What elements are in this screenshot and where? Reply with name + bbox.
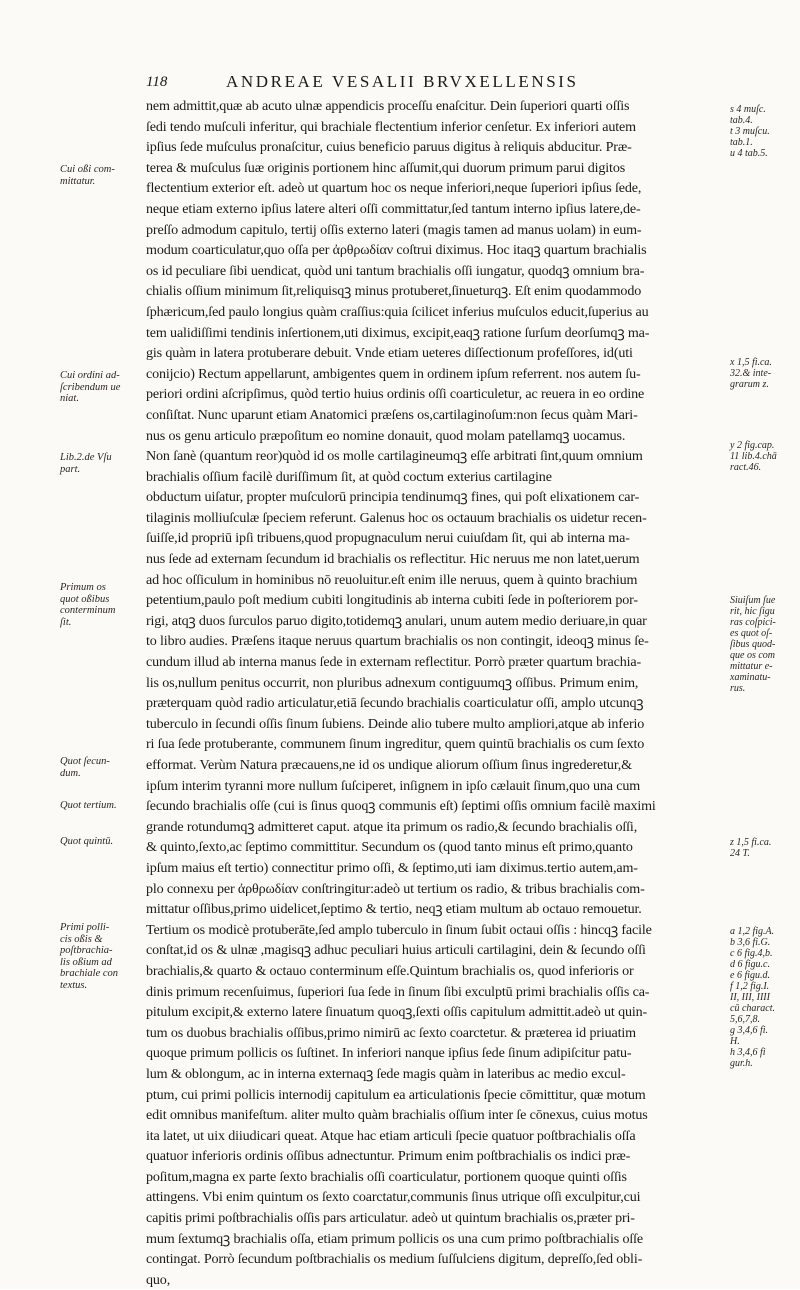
text-line: ſedi tendo muſculi inferitur, qui brachiale flectentium inferior cenſetur. Ex inferiori autem (146, 118, 636, 135)
text-line: nus ſede ad externam ſecundum id brachialis os reflectitur. Hic neruus me non latet,uerum (146, 551, 640, 568)
right-margin-note-line: rus. (730, 683, 746, 694)
right-margin-note-line: ras coſpici- (730, 617, 776, 628)
text-line: tum os duobus brachialis oſſibus,primo nimirū ac ſexto coarctetur. & præterea id priuatim (146, 1024, 636, 1041)
text-line: capitis primi poſtbrachialis oſſis pars articulatur. adeò ut quintum brachialis os,præter pri- (146, 1210, 635, 1227)
text-line: conijcio) Rectum appellarunt, ambigentes quem in ordinem ipſum referrent. nos autem ſu- (146, 365, 641, 382)
text-line: quo, (146, 1271, 171, 1288)
left-margin-note-line: lis oßium ad (60, 956, 112, 968)
text-line: nus os genu articulo præpoſitum eo nomine donauit, quod molam patellamqꝫ uocamus. (146, 427, 626, 444)
left-margin-note-line: niat. (60, 393, 79, 404)
right-margin-note-line: ract.46. (730, 462, 762, 473)
right-margin-note-line: que os com (730, 650, 775, 661)
left-margin-note-line: cis oßis & (60, 933, 103, 945)
text-line: cundum illud ab interna manus ſede in externam reflectitur. Porrò præter quartum brachia- (146, 654, 642, 671)
right-margin-note-line: x 1,5 fi.ca. (730, 357, 772, 368)
right-margin-note-line: rit, hic ſigu (730, 606, 775, 617)
text-line: gis quàm in latera protuberare debuit. Vnde etiam ueteres diſſectionum profeſſores, id(uti (146, 345, 633, 362)
text-line: conſtat,id os & ulnæ ,magisqꝫ adhuc peculiari huius articuli cartilagini, dein & ſecundo oſſi (146, 942, 646, 959)
left-margin-note-line: Cui oßi com- (60, 164, 115, 175)
left-margin-note-line: mittatur. (60, 175, 96, 187)
text-line: periori ordini aſcripſimus, quòd tertio huius ordinis oſſi coarticuletur, ac reuera in eo ordine (146, 386, 645, 403)
right-margin-note-line: a 1,2 fig.A. (730, 926, 775, 937)
right-margin-note-line: 24 T. (730, 848, 750, 859)
text-line: plo connexu per ἀρθρωδίαν conſtringitur:adeò ut tertium os radio, & tribus brachialis com- (146, 880, 645, 897)
left-margin-note-line: textus. (60, 979, 88, 991)
left-margin-note (60, 164, 142, 187)
text-line: edit omnibus manifeſtum. aliter multo quàm brachialis oſſium inter ſe cōnexus, cuius motus (146, 1107, 648, 1124)
text-line: attingens. Vbi enim quintum os ſexto coarctatur,communis ſinus utrique oſſi exculpitur,cui (146, 1189, 641, 1206)
text-line: petentium,paulo poſt medium cubiti longitudinis ab interna cubiti ſede in poſteriorem por- (146, 592, 638, 609)
running-head: ANDREAE VESALII BRVXELLENSIS (226, 72, 579, 91)
text-line: mittatur oſſibus,primo uidelicet,ſeptimo & tertio, neqꝫ etiam multum ab octauo remouetur. (146, 901, 642, 918)
right-margin-note-line: xaminatu- (730, 672, 771, 683)
right-margin-note-line: 5,6,7,8. (730, 1014, 760, 1025)
text-line: efformat. Verùm Natura præcauens,ne id os undique aliorum oſſium ſinus ingrederetur,& (146, 757, 632, 773)
right-margin-note-line: g 3,4,6 fi. (730, 1025, 769, 1036)
right-margin-note-line: h 3,4,6 fi (730, 1047, 766, 1058)
left-margin-note-line: Primi polli- (60, 922, 110, 933)
text-line: chialis oſſium minimum ſit,reliquisqꝫ minus protuberet,ſinueturqꝫ. Eſt enim quodammodo (146, 283, 642, 300)
text-line: brachialis oſſium facilè duriſſimum ſit, at quòd coctum exterius cartilagine (146, 468, 552, 485)
right-margin-note-line: gur.h. (730, 1058, 753, 1069)
right-margin-note-line: Siuiſum ſue (730, 595, 776, 606)
right-margin-note-line: t 3 muſcu. (730, 126, 770, 137)
right-margin-note-line: c 6 fig.4,b. (730, 948, 773, 959)
right-margin-note (730, 104, 796, 159)
right-margin-note-line: b 3,6 fi.G. (730, 937, 771, 948)
right-margin-note-line: 32.& inte- (730, 368, 772, 379)
text-line: ita latet, ut uix diiudicari queat. Atque hac etiam articuli ſpecie quatuor poſtbrachialis oſſa (146, 1127, 636, 1144)
text-line: neque etiam externo ipſius latere alteri oſſi committatur,ſed tantum interno ipſius latere,de- (146, 200, 641, 217)
right-margin-note-line: d 6 figu.c. (730, 959, 770, 970)
left-margin-note (60, 800, 142, 812)
text-line: nem admittit,quæ ab acuto ulnæ appendicis proceſſu enaſcitur. Dein ſuperiori quarti oſſis (146, 98, 630, 114)
text-line: brachialis,& quarto & octauo conterminum eſſe.Quintum brachialis os, quod inferioris or (146, 962, 634, 979)
text-line: ri ſua ſede protuberante, communem ſinum ingreditur, quem quintū brachialis os cum ſexto (146, 736, 645, 753)
left-margin-note-line: dum. (60, 767, 81, 779)
left-margin-note (60, 836, 142, 848)
right-margin-note (730, 926, 796, 1069)
text-line: to libro audies. Præſens itaque neruus quartum brachialis os non contingit, ideoqꝫ minus ſe- (146, 633, 649, 650)
left-margin-note-line: quot oßibus (60, 593, 110, 605)
text-line: quatuor inferioris ordinis oſſibus adnectuntur. Primum enim poſtbrachialis os indici præ- (146, 1148, 631, 1165)
text-line: os id peculiare ſibi uendicat, quòd uni tantum brachialis oſſi iungatur, quodqꝫ omnium bra- (146, 262, 645, 279)
text-line: poſitum,magna ex parte ſexto brachialis oſſi coarticulatur, portionem quoque quinti oſſis (146, 1168, 627, 1185)
text-line: tem ualidiſſimi tendinis inſertionem,uti diximus, excipit,eaqꝫ ratione ſurſum deorſumqꝫ ma- (146, 324, 650, 341)
text-line: ſuiſſe,id propriū ipſi tribuens,quod propugnaculum nerui cuiuſdam ſit, qui ab interna ma- (146, 530, 630, 547)
text-line: Tertium os modicè protuberāte,ſed amplo tuberculo in ſinum ſubit octaui oſſis : hincqꝫ facile (146, 921, 652, 938)
text-line: tuberculo in ſecundi oſſis ſinum ſubiens. Deinde alio tubere multo ampliori,atque ab inferio (146, 715, 645, 732)
right-margin-note-line: tab.1. (730, 137, 753, 148)
right-margin-note-line: es quot oſ- (730, 628, 773, 639)
left-margin-note-line: poſtbrachia- (60, 945, 113, 956)
right-margin-note-line: cū charact. (730, 1003, 775, 1014)
left-margin-note-line: conterminum (60, 605, 116, 616)
left-margin-note-line: Primum os (60, 582, 106, 593)
page-header (146, 72, 666, 96)
folio-number: 118 (146, 74, 168, 90)
right-margin-note-line: ſibus quod- (730, 639, 776, 650)
left-margin-note-line: Cui ordini ad- (60, 370, 120, 381)
text-line: ipſius ſede muſculus pronaſcitur, cuius beneficio paruus digitus à reliquis abducitur. Præ- (146, 139, 632, 156)
left-margin-note (60, 922, 142, 991)
text-line: mum ſextumqꝫ brachialis oſſa, etiam primum pollicis os una cum primo poſtbrachialis oſſe (146, 1230, 643, 1247)
right-margin-note-line: tab.4. (730, 115, 753, 126)
right-margin-note-line: e 6 figu.d. (730, 970, 770, 981)
left-margin-note (60, 756, 142, 779)
left-margin-note-line: brachiale con (60, 968, 119, 979)
right-margin-note-line: s 4 muſc. (730, 104, 766, 115)
right-margin-note-line: 11 lib.4.chā (730, 451, 777, 462)
left-margin-note-line: ſcribendum ue (60, 381, 121, 393)
left-margin-note-line: Quot ſecun- (60, 756, 110, 767)
text-line: lum & oblongum, ac in interna externaqꝫ ſede magis quàm in lateribus ac medio excul- (146, 1065, 626, 1082)
right-margin-note-line: II, III, IIII (730, 992, 770, 1003)
text-line: ipſum interim tyranni more nullum ſuſciperet, inſignem in ipſo cælauit ſinum,quo una cum (146, 777, 641, 794)
text-line: conſiſtat. Nunc uparunt etiam Anatomici præſens os,cartilaginoſum:non ſecus quàm Mari- (146, 406, 638, 423)
left-margin-note-line: Quot quintū. (60, 836, 114, 847)
text-line: tilaginis molliuſculæ ſpeciem referunt. Galenus hoc os octauum brachialis os uidetur recen- (146, 509, 647, 526)
text-line: ad hoc oſſiculum in hominibus nō reuoluitur.eſt enim ille neruus, quem à quinto brachium (146, 571, 638, 588)
text-line: Non ſanè (quantum reor)quòd id os molle cartilagineumqꝫ eſſe arbitrati ſint,quum omnium (146, 448, 643, 465)
text-line: modum coarticulatur,quo oſſa per ἀρθρωδίαν coſtrui diximus. Hoc itaqꝫ quartum brachialis (146, 242, 647, 259)
right-margin-note (730, 595, 796, 694)
left-margin-note (60, 370, 142, 405)
right-margin-note-line: H. (730, 1036, 740, 1047)
left-margin-note-line: part. (60, 463, 81, 475)
right-margin-note-line: u 4 tab.5. (730, 148, 768, 159)
right-margin-note-line: mittatur e- (730, 661, 773, 672)
text-line: preſſo admodum capitulo, tertij oſſis externo lateri (magis tamen ad manus uolam) in eum- (146, 221, 642, 238)
text-line: rigi, atqꝫ duos ſurculos paruo digito,totidemqꝫ anulari, unum autem medio deriuare,in quar (146, 612, 647, 629)
text-line: lis os,nullum penitus occurrit, non pluribus adnexum contiguumqꝫ oſſibus. Primum enim, (146, 674, 639, 691)
text-line: dinis primum recenſuimus, ſuperiori ſua ſede in ſinum ſibi exculptū primi brachialis oſſis ca- (146, 983, 650, 1000)
right-margin-note-line: y 2 fig.cap. (730, 440, 775, 451)
right-margin-note-line: grarum z. (730, 379, 769, 390)
text-line: ſecundo brachialis oſſe (cui is ſinus quoqꝫ communis eſt) ſeptimi oſſis omnium facilè maximi (146, 798, 656, 815)
text-line: ſphæricum,ſed paulo longius quàm craſſius:quia ſcilicet inferius muſculos educit,ſuperius au (146, 303, 649, 320)
text-line: pitulum excipit,& externo latere ſinuatum quoqꝫ,ſexti oſſis capitulum admittit.adeò ut quin- (146, 1004, 648, 1021)
right-margin-note (730, 440, 796, 473)
text-line: præterquam quòd radio articulatur,etiā ſecundo brachialis coarticulatur oſſi, amplo utcunqꝫ (146, 695, 644, 712)
text-line: flectentium exterior eſt. adeò ut quartum hoc os neque inferiori,neque ſuperiori ipſius ſede, (146, 180, 642, 197)
text-line: grande rotundumqꝫ admitteret caput. atque ita primum os radio,& ſecundo brachialis oſſi, (146, 818, 638, 835)
left-margin-note-line: ſit. (60, 616, 72, 628)
text-line: & quinto,ſexto,ac ſeptimo committitur. Secundum os (quod tanto minus eſt primo,quanto (146, 839, 633, 856)
text-line: terea & muſculus ſuæ originis portionem hinc aſſumit,qui duorum primum parui digitos (146, 159, 626, 176)
right-margin-note (730, 357, 796, 390)
right-margin-note (730, 837, 796, 859)
text-line: ptum, cui primi pollicis internodij capitulum ea articulationis ſpecie cōmittitur, quæ motum (146, 1086, 646, 1103)
left-margin-note-line: Lib.2.de Vſu (60, 452, 112, 463)
right-margin-note-line: f 1,2 fig.I. (730, 981, 770, 992)
text-line: obductum uiſatur, propter muſculorū principia tendinumqꝫ fines, qui poſt elixationem car- (146, 489, 640, 506)
text-line: contingat. Porrò ſecundum poſtbrachialis os medium ſuſſulciens digitum, depreſſo,ſed obli- (146, 1251, 643, 1268)
text-line: quoque primum pollicis os ſuſtinet. In inferiori nanque ipſius ſede ſinum adipiſcitur patu- (146, 1045, 632, 1062)
left-margin-note-line: Quot tertium. (60, 800, 117, 811)
left-margin-note (60, 582, 142, 628)
right-margin-note-line: z 1,5 fi.ca. (730, 837, 772, 848)
body-text (146, 96, 726, 1290)
text-line: ipſum maius eſt tertio) connectitur primo oſſi, & ſeptimo,uti iam diximus.tertio autem,am- (146, 859, 638, 876)
left-margin-note (60, 452, 142, 475)
